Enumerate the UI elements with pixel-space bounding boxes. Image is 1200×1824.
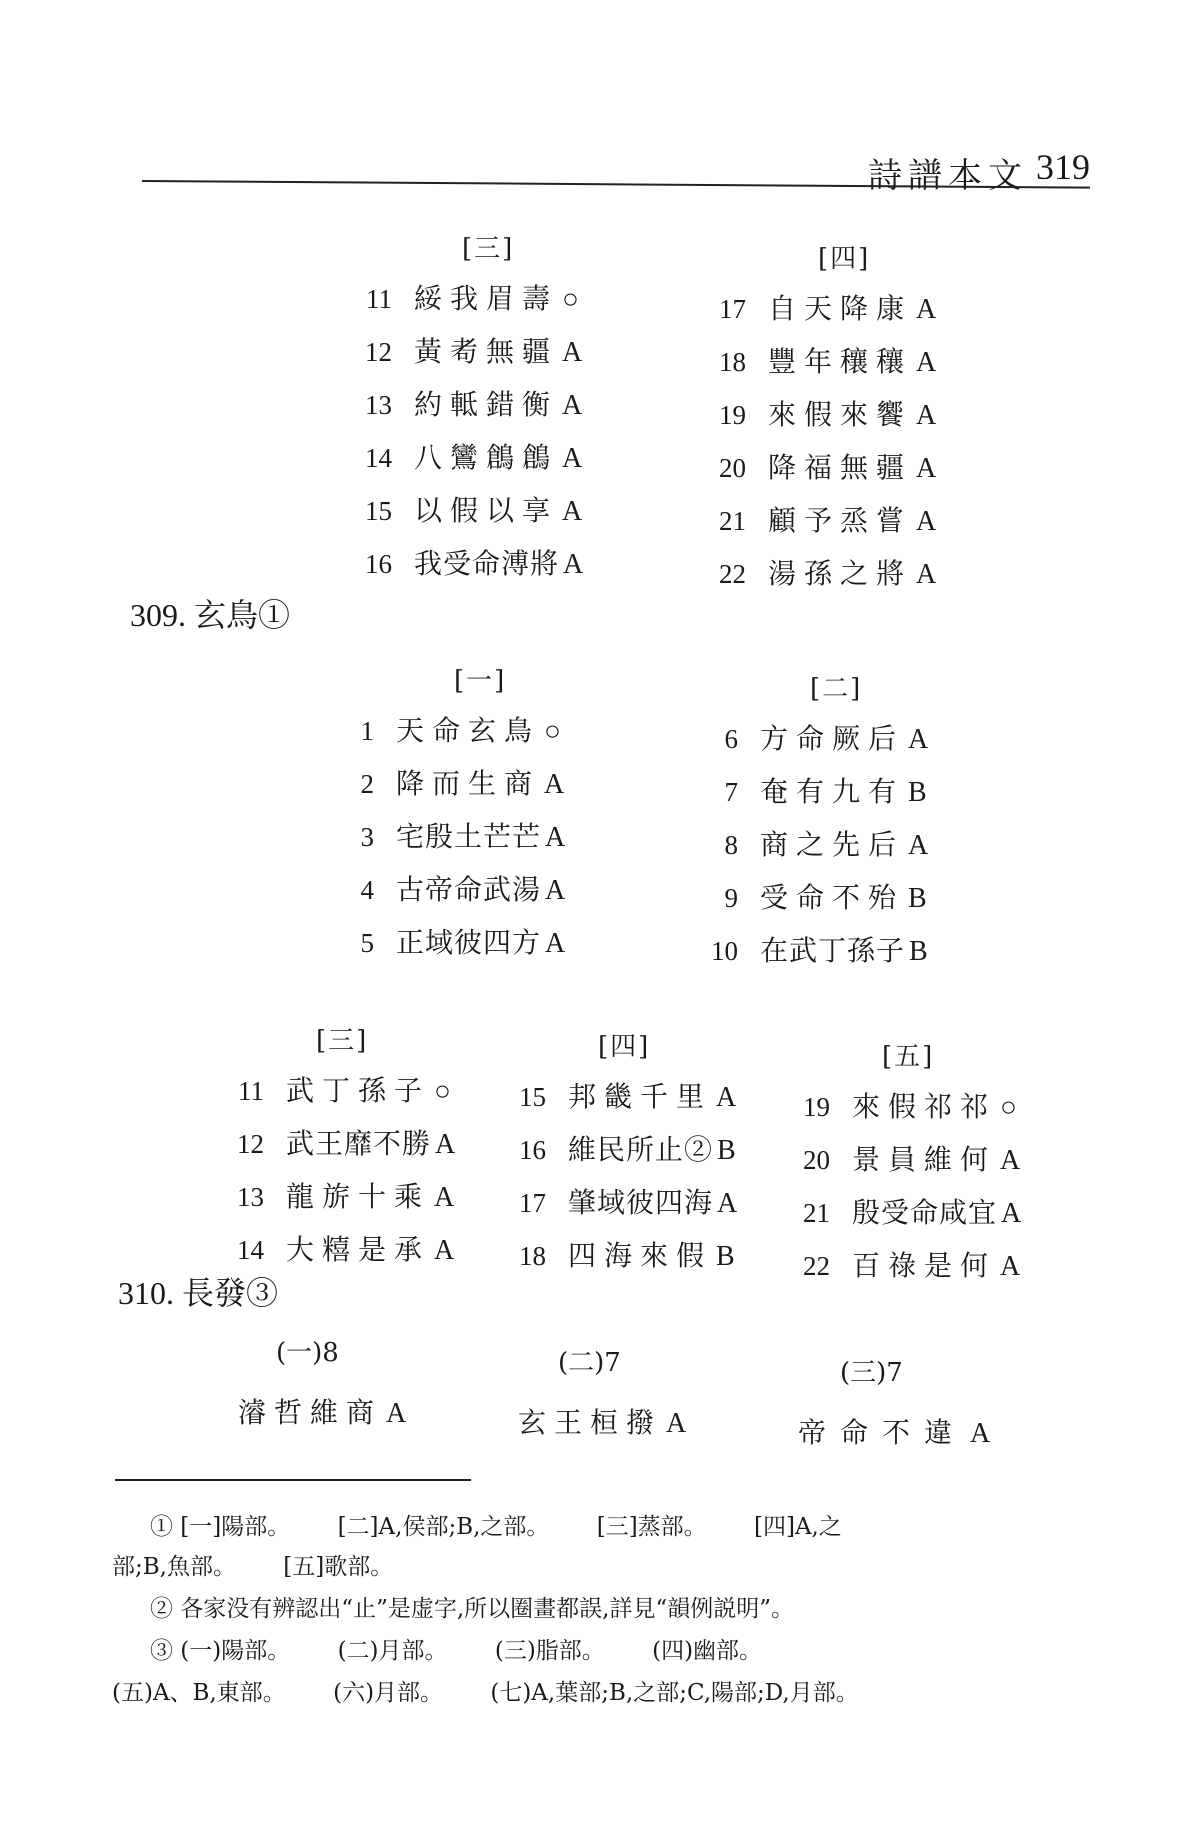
footnote-text: [五]歌部。	[283, 1554, 394, 1580]
line-number: 15	[365, 496, 392, 526]
poem-line	[714, 552, 936, 605]
line-text: 帝命不違	[798, 1416, 967, 1449]
line-number: 12	[237, 1129, 264, 1159]
stanza-label: [一]	[454, 666, 507, 696]
rhyme-mark: A	[908, 724, 929, 755]
poem-line	[514, 1234, 737, 1287]
poem-line	[360, 436, 583, 489]
line-number: 12	[365, 337, 392, 367]
line-text: 方命厥后	[760, 722, 905, 755]
running-header-title: 詩譜本文	[868, 156, 1028, 196]
line-number: 16	[365, 549, 392, 579]
poem-line	[352, 868, 565, 921]
rhyme-mark: A	[908, 830, 929, 861]
rhyme-mark: A	[1001, 1198, 1022, 1229]
line-text: 八鸞鶬鶬	[414, 441, 559, 474]
rhyme-mark: ○	[434, 1076, 451, 1107]
stanza-label: [三]	[462, 234, 515, 264]
footnote-3	[150, 1632, 1090, 1670]
line-number: 20	[803, 1145, 830, 1175]
stanza-309-1	[352, 660, 565, 974]
poem-line	[798, 1085, 1021, 1138]
poem-line	[714, 393, 936, 446]
stanza-309-3	[232, 1020, 455, 1281]
line-text: 豐年穰穰	[768, 345, 913, 378]
footnote-1	[150, 1508, 1090, 1546]
line-number: 4	[360, 875, 374, 905]
poem-line	[706, 717, 928, 770]
line-text: 龍旂十乘	[286, 1180, 431, 1213]
line-number: 14	[237, 1235, 264, 1265]
poem-line	[514, 1075, 737, 1128]
line-text: 黃耇無疆	[414, 335, 559, 368]
line-number: 20	[719, 453, 746, 483]
line-text: 濬哲維商	[238, 1396, 383, 1429]
rhyme-mark: A	[386, 1398, 407, 1429]
poem-310-heading	[118, 1268, 278, 1314]
footnote-text: (三)脂部。	[494, 1638, 605, 1664]
footnote-rule	[115, 1479, 471, 1481]
footnote-text: [二]A,侯部;B,之部。	[337, 1514, 550, 1540]
rhyme-mark: A	[562, 337, 583, 368]
line-number: 2	[360, 769, 374, 799]
rhyme-mark: A	[916, 294, 937, 325]
line-number: 14	[365, 443, 392, 473]
stanza-label: [三]	[316, 1026, 369, 1056]
footnote-text: [四]A,之	[754, 1514, 842, 1540]
poem-line	[360, 542, 583, 595]
line-text: 降而生商	[396, 767, 541, 800]
line-number: 17	[719, 294, 746, 324]
footnote-text: (二)月部。	[337, 1638, 448, 1664]
rhyme-mark: A	[970, 1418, 991, 1449]
line-text: 受命不殆	[760, 881, 905, 914]
poem-title: 玄鳥①	[194, 596, 291, 634]
line-number: 16	[519, 1135, 546, 1165]
line-number: 11	[366, 284, 392, 314]
line-number: 13	[237, 1182, 264, 1212]
poem-line	[798, 1191, 1021, 1244]
rhyme-mark: A	[717, 1188, 738, 1219]
line-number: 21	[803, 1198, 830, 1228]
line-number: 11	[238, 1076, 264, 1106]
rhyme-mark: A	[562, 443, 583, 474]
rhyme-mark: A	[916, 453, 937, 484]
poem-309-heading	[130, 590, 290, 636]
line-text: 綏我眉壽	[414, 282, 559, 315]
line-number: 22	[803, 1251, 830, 1281]
line-text: 古帝命武湯	[396, 873, 542, 906]
stanza-label: (三)7	[840, 1358, 903, 1388]
line-text: 來假來饗	[768, 398, 913, 431]
poem-line	[714, 287, 936, 340]
line-number: 9	[724, 883, 738, 913]
line-text: 邦畿千里	[568, 1080, 713, 1113]
line-text: 維民所止②	[568, 1133, 714, 1166]
stanza-310-3	[798, 1352, 990, 1464]
poem-line	[714, 340, 936, 393]
footnote-text: ② 各家没有辨認出“止”是虚字,所以圈畫都誤,詳見“韻例説明”。	[150, 1596, 794, 1622]
line-text: 約軧錯衡	[414, 388, 559, 421]
line-number: 10	[711, 936, 738, 966]
rhyme-mark: B	[717, 1135, 736, 1166]
line-text: 百祿是何	[852, 1249, 997, 1282]
poem-line	[798, 1244, 1021, 1297]
line-text: 湯孫之將	[768, 557, 913, 590]
rhyme-mark: A	[545, 875, 566, 906]
stanza-top-4	[714, 238, 936, 605]
line-text: 奄有九有	[760, 775, 905, 808]
rhyme-mark: A	[544, 769, 565, 800]
poem-line	[360, 383, 583, 436]
footnote-text: (六)月部。	[333, 1680, 444, 1706]
stanza-label: [五]	[882, 1042, 935, 1072]
poem-line	[706, 823, 928, 876]
poem-line	[360, 489, 583, 542]
footnote-text: (七)A,葉部;B,之部;C,陽部;D,月部。	[490, 1680, 859, 1706]
stanza-310-1	[238, 1332, 406, 1444]
line-number: 13	[365, 390, 392, 420]
stanza-label: (一)8	[276, 1338, 339, 1368]
poem-line	[352, 815, 565, 868]
line-number: 1	[360, 716, 374, 746]
rhyme-mark: A	[666, 1408, 687, 1439]
line-text: 四海來假	[568, 1239, 713, 1272]
poem-line	[360, 277, 583, 330]
line-number: 5	[360, 928, 374, 958]
line-number: 22	[719, 559, 746, 589]
stanza-309-4	[514, 1026, 737, 1287]
rhyme-mark: ○	[1000, 1092, 1017, 1123]
line-text: 景員維何	[852, 1143, 997, 1176]
poem-line	[714, 446, 936, 499]
stanza-label: [二]	[810, 674, 863, 704]
line-text: 商之先后	[760, 828, 905, 861]
footnote-text: ③ (一)陽部。	[150, 1638, 291, 1664]
footnote-2	[150, 1590, 1130, 1628]
footnote-text: [三]蒸部。	[596, 1514, 707, 1540]
stanza-top-3	[360, 228, 583, 595]
rhyme-mark: A	[434, 1182, 455, 1213]
rhyme-mark: A	[716, 1082, 737, 1113]
line-number: 19	[803, 1092, 830, 1122]
rhyme-mark: A	[1000, 1145, 1021, 1176]
stanza-309-2	[706, 668, 928, 982]
line-text: 來假祁祁	[852, 1090, 997, 1123]
footnote-text: 部;B,魚部。	[112, 1554, 236, 1580]
poem-line	[798, 1138, 1021, 1191]
line-number: 19	[719, 400, 746, 430]
rhyme-mark: B	[909, 936, 928, 967]
poem-line	[514, 1181, 737, 1234]
line-number: 17	[519, 1188, 546, 1218]
rhyme-mark: B	[908, 777, 927, 808]
line-text: 以假以享	[414, 494, 559, 527]
poem-line	[232, 1069, 455, 1122]
stanza-label: (二)7	[558, 1348, 621, 1378]
rhyme-mark: A	[562, 390, 583, 421]
rhyme-mark: B	[716, 1241, 735, 1272]
rhyme-mark: ○	[544, 716, 561, 747]
footnote-3-cont	[112, 1674, 1092, 1712]
line-text: 降福無疆	[768, 451, 913, 484]
poem-line	[352, 762, 565, 815]
rhyme-mark: A	[545, 822, 566, 853]
poem-line	[706, 929, 928, 982]
line-text: 正域彼四方	[396, 926, 542, 959]
footnote-text: ① [一]陽部。	[150, 1514, 291, 1540]
poem-number: 309.	[130, 597, 186, 633]
stanza-310-2	[518, 1342, 686, 1454]
line-text: 玄王桓撥	[518, 1406, 663, 1439]
rhyme-mark: ○	[562, 284, 579, 315]
stanza-label: [四]	[598, 1032, 651, 1062]
line-number: 6	[724, 724, 738, 754]
poem-line	[514, 1128, 737, 1181]
rhyme-mark: A	[916, 400, 937, 431]
line-number: 18	[519, 1241, 546, 1271]
poem-line	[352, 921, 565, 974]
line-text: 顧予烝嘗	[768, 504, 913, 537]
poem-line	[360, 330, 583, 383]
line-text: 自天降康	[768, 292, 913, 325]
rhyme-mark: A	[545, 928, 566, 959]
line-text: 武王靡不勝	[286, 1127, 432, 1160]
rhyme-mark: A	[435, 1129, 456, 1160]
poem-line	[232, 1122, 455, 1175]
line-text: 大糦是承	[286, 1233, 431, 1266]
line-number: 15	[519, 1082, 546, 1112]
rhyme-mark: A	[562, 496, 583, 527]
line-text: 在武丁孫子	[760, 934, 906, 967]
footnote-text: (四)幽部。	[652, 1638, 763, 1664]
line-text: 殷受命咸宜	[852, 1196, 998, 1229]
rhyme-mark: A	[563, 549, 584, 580]
line-text: 宅殷土芒芒	[396, 820, 542, 853]
line-number: 18	[719, 347, 746, 377]
poem-line	[714, 499, 936, 552]
poem-title: 長發③	[182, 1274, 279, 1312]
line-text: 武丁孫子	[286, 1074, 431, 1107]
footnote-1-cont	[112, 1548, 1092, 1586]
stanza-label: [四]	[818, 244, 871, 274]
footnote-text: (五)A、B,東部。	[112, 1680, 286, 1706]
page-number: 319	[1036, 147, 1090, 187]
line-text: 肇域彼四海	[568, 1186, 714, 1219]
line-number: 21	[719, 506, 746, 536]
line-number: 8	[724, 830, 738, 860]
poem-line	[706, 770, 928, 823]
poem-line	[232, 1175, 455, 1228]
rhyme-mark: A	[916, 506, 937, 537]
rhyme-mark: A	[916, 559, 937, 590]
poem-line	[706, 876, 928, 929]
poem-number: 310.	[118, 1275, 174, 1311]
stanza-309-5	[798, 1036, 1021, 1297]
rhyme-mark: B	[908, 883, 927, 914]
line-text: 天命玄鳥	[396, 714, 541, 747]
line-text: 我受命溥將	[414, 547, 560, 580]
line-number: 3	[360, 822, 374, 852]
rhyme-mark: A	[1000, 1251, 1021, 1282]
line-number: 7	[724, 777, 738, 807]
poem-line	[352, 709, 565, 762]
rhyme-mark: A	[434, 1235, 455, 1266]
rhyme-mark: A	[916, 347, 937, 378]
